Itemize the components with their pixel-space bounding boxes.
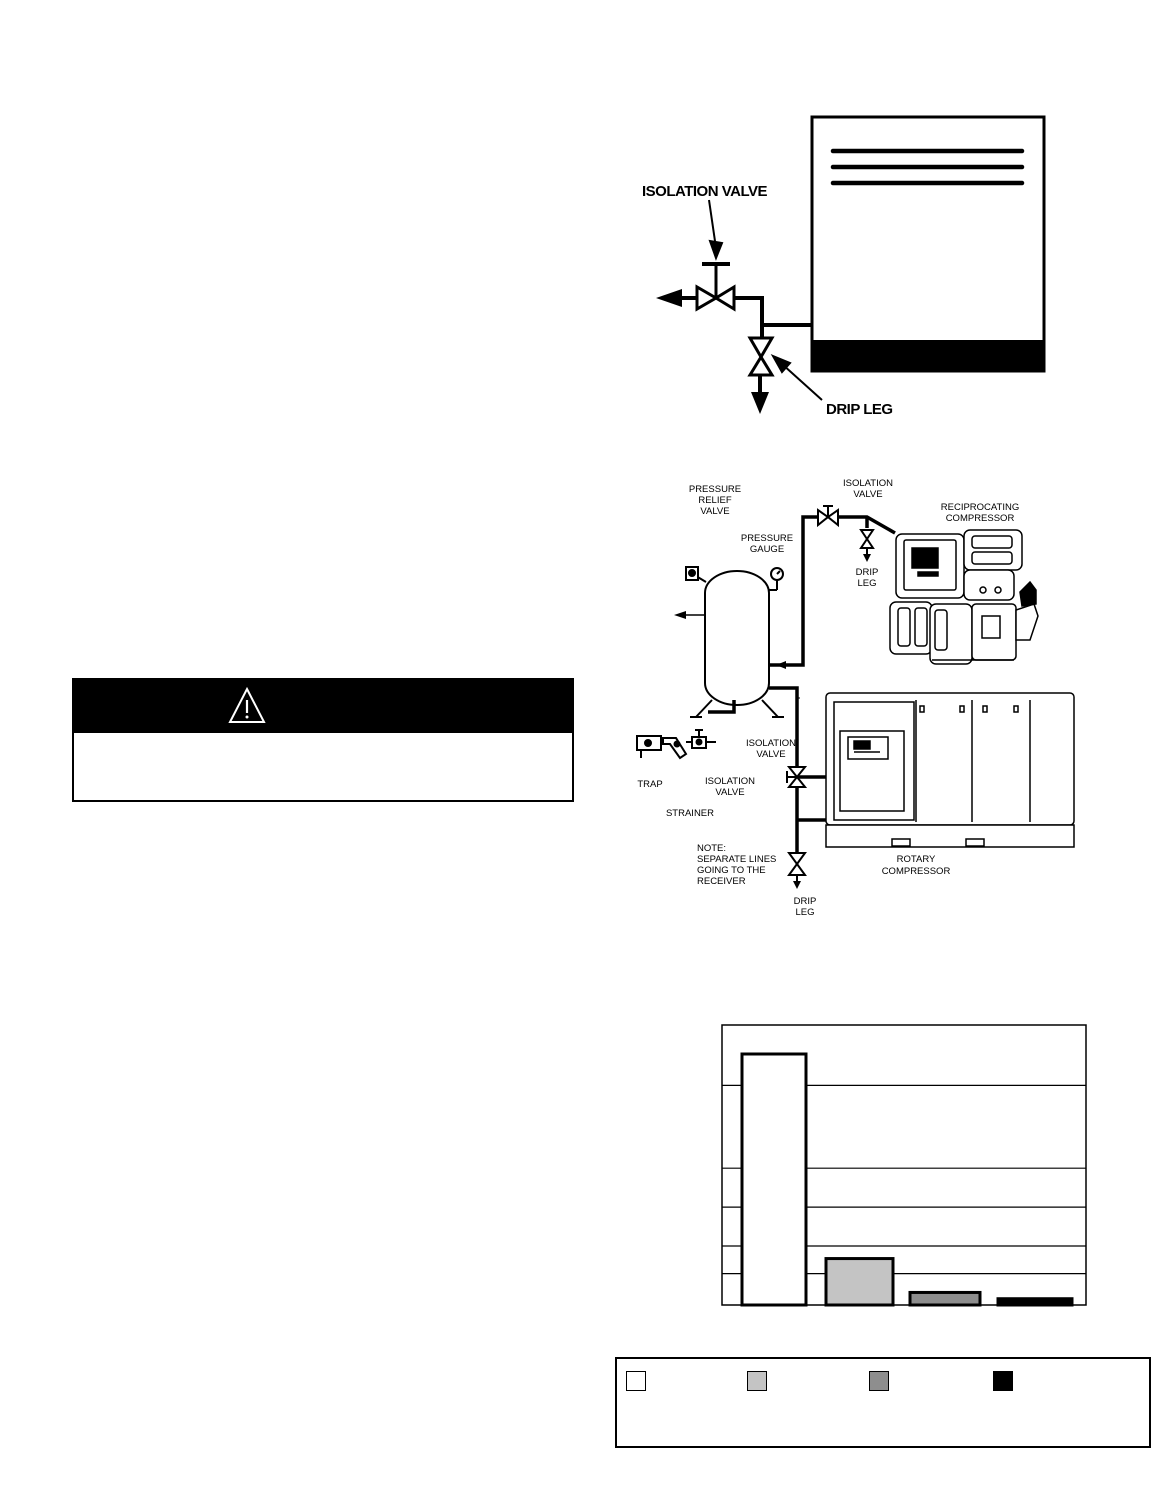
isolation-valve-bottom-label-1: ISOLATION [705, 776, 755, 787]
drip-leg-bottom-label-1: DRIP [793, 896, 817, 907]
strainer-label: STRAINER [665, 808, 715, 819]
rotary-compressor-label-2: COMPRESSOR [881, 866, 951, 877]
pressure-relief-valve-label-2: RELIEF [698, 495, 732, 506]
reciprocating-compressor [890, 530, 1038, 664]
trap-label: TRAP [637, 779, 663, 790]
drip-leg-bottom-label-2: LEG [795, 907, 815, 918]
reciprocating-compressor-label-1: RECIPROCATING [940, 502, 1020, 513]
pressure-gauge-label-1: PRESSURE [740, 533, 794, 544]
receiver-tank [690, 571, 784, 717]
rotary-compressor-label-1: ROTARY [896, 854, 936, 865]
pressure-gauge-label-2: GAUGE [749, 544, 785, 555]
note-label-1: NOTE: [697, 843, 727, 854]
receiver-outlet-arrow [674, 611, 686, 619]
note-label-4: RECEIVER [697, 876, 746, 887]
pressure-relief-valve-label-3: VALVE [700, 506, 730, 517]
legend-swatch-1 [626, 1371, 646, 1391]
isolation-valve-top-label-2: VALVE [853, 489, 883, 500]
pressure-relief-valve [686, 567, 706, 582]
warning-triangle-icon [227, 686, 267, 726]
bottom-drip-leg-valve [789, 853, 805, 885]
isolation-valve-bottom-label-2: VALVE [715, 787, 745, 798]
isolation-valve-mid-label-1: ISOLATION [746, 738, 796, 749]
pressure-gauge [769, 568, 783, 590]
legend-swatch-3 [869, 1371, 889, 1391]
note-label-3: GOING TO THE [697, 865, 766, 876]
warning-header [74, 680, 572, 733]
drip-leg-top-label-1: DRIP [855, 567, 879, 578]
chart-legend [615, 1357, 1151, 1448]
drain-trap-assembly [637, 730, 716, 758]
top-drip-leg-valve [861, 530, 873, 558]
isolation-valve-top-label-1: ISOLATION [843, 478, 893, 489]
isolation-valve-mid-label-2: VALVE [756, 749, 786, 760]
note-label-2: SEPARATE LINES [697, 854, 777, 865]
legend-swatch-4 [993, 1371, 1013, 1391]
rotary-compressor [826, 693, 1074, 847]
pressure-relief-valve-label-1: PRESSURE [688, 484, 742, 495]
top-isolation-valve [818, 506, 838, 525]
drip-leg-label: DRIP LEG [826, 401, 893, 418]
drip-leg-top-label-2: LEG [857, 578, 877, 589]
reciprocating-compressor-label-2: COMPRESSOR [945, 513, 1015, 524]
legend-swatch-2 [747, 1371, 767, 1391]
isolation-valve-label: ISOLATION VALVE [642, 183, 768, 200]
warning-box [72, 678, 574, 802]
